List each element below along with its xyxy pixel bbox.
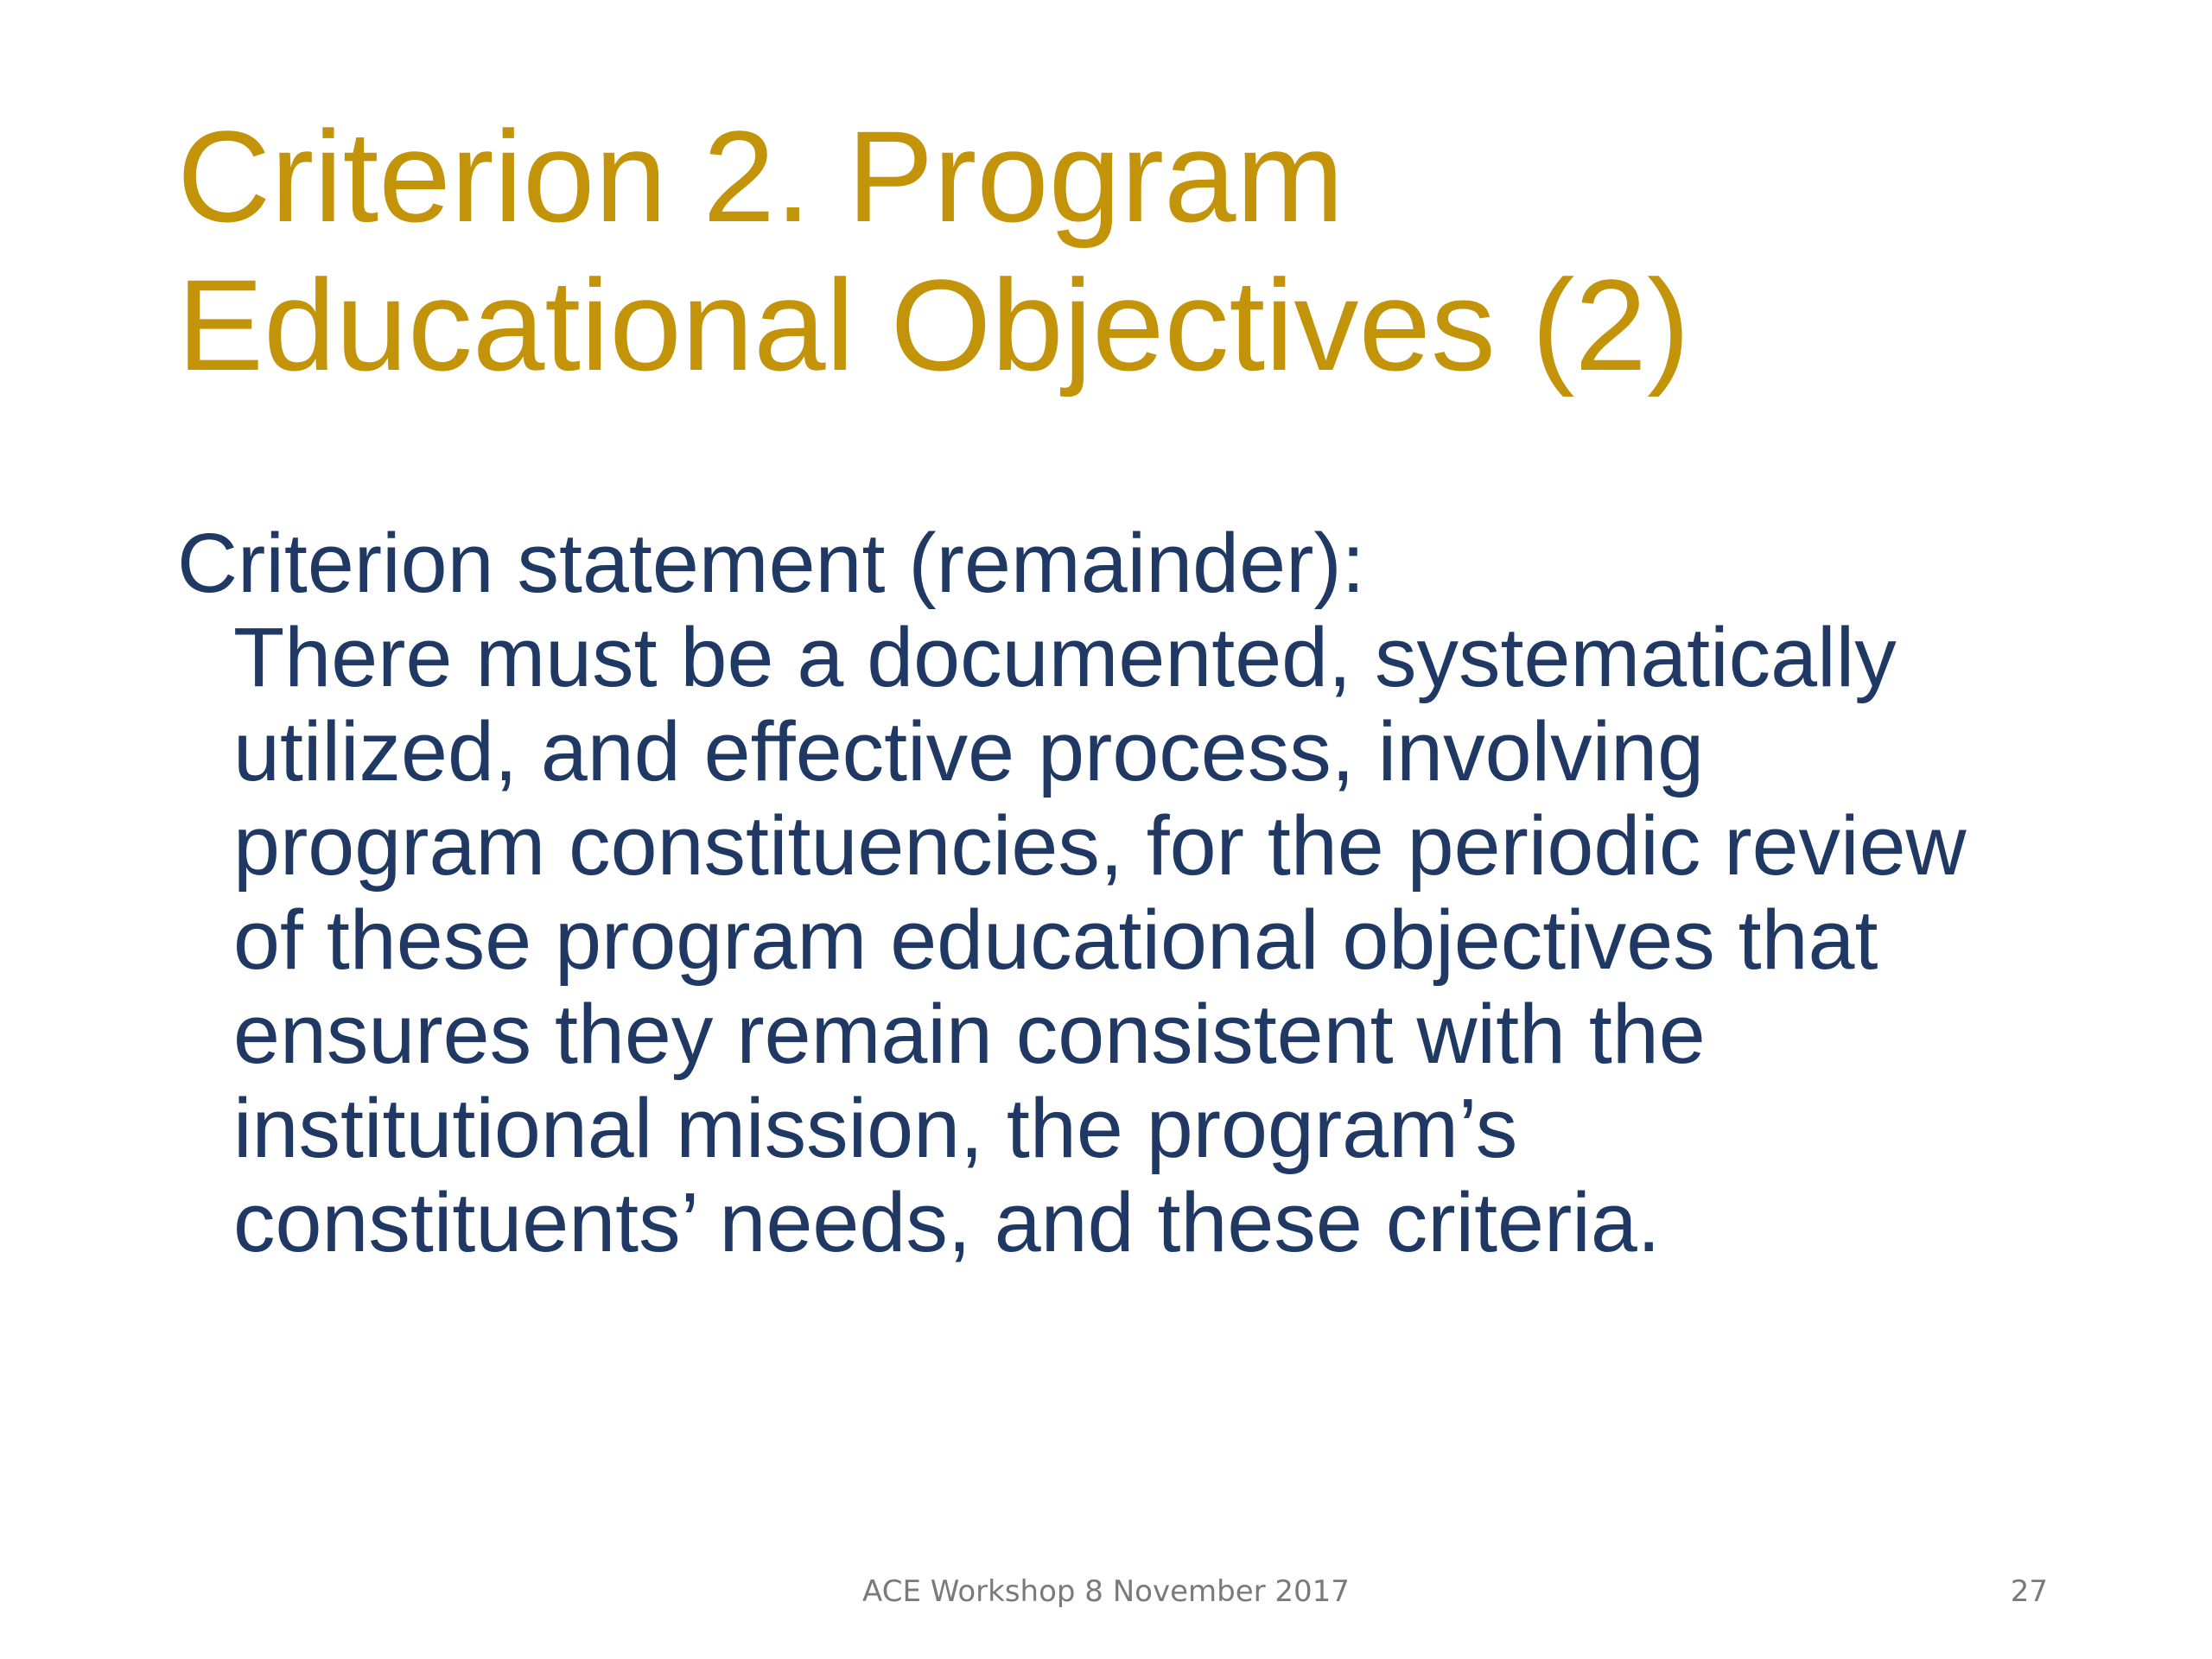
slide-footer: ACE Workshop 8 November 2017 bbox=[862, 1574, 1350, 1609]
statement-line-7: constituents’ needs, and these criteria. bbox=[233, 1175, 1661, 1269]
slide-title-line-2: Educational Objectives (2) bbox=[177, 252, 1690, 397]
statement-line-6: institutional mission, the program’s bbox=[233, 1081, 1518, 1175]
statement-line-4: of these program educational objectives that bbox=[233, 893, 1878, 987]
statement-line-5: ensures they remain consistent with the bbox=[233, 987, 1706, 1081]
criterion-lead: Criterion statement (remainder): bbox=[177, 516, 1365, 610]
slide-body bbox=[177, 516, 2121, 1269]
slide-title bbox=[177, 102, 2078, 399]
statement-line-2: utilized, and effective process, involving bbox=[233, 704, 1705, 798]
criterion-statement bbox=[177, 610, 2121, 1269]
slide-title-line-1: Criterion 2. Program bbox=[177, 104, 1344, 249]
statement-line-1: There must be a documented, systematically bbox=[233, 610, 1897, 704]
statement-line-3: program constituencies, for the periodic review bbox=[233, 798, 1967, 893]
slide-number: 27 bbox=[2010, 1574, 2048, 1609]
